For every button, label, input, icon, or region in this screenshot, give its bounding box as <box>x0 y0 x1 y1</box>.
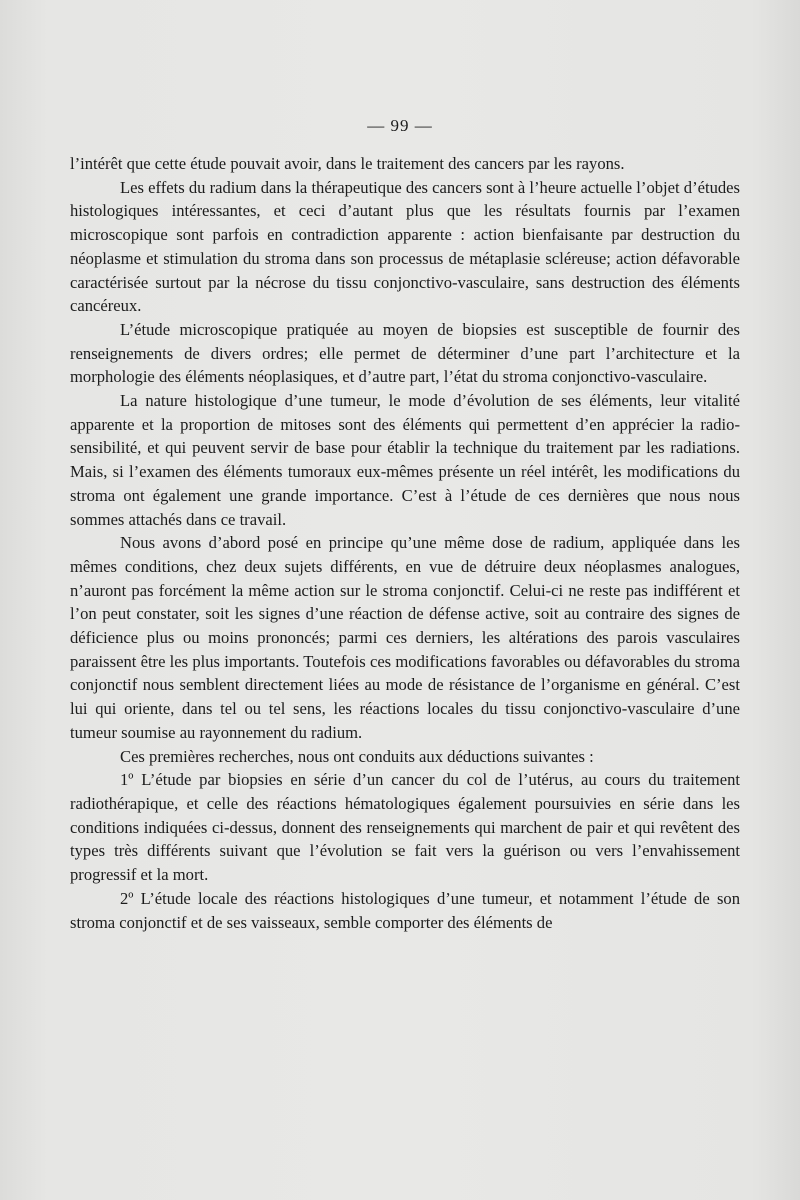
body-text <box>70 152 740 934</box>
paragraph: L’étude microscopique pratiquée au moyen de biopsies est susceptible de fournir des renseignements de divers ordres; elle permet de déterminer d’une part l’architecture et la morphologie des éléments néoplasiques, et d’autre part, l’état du stroma conjonctivo-vasculaire. <box>70 319 740 387</box>
paragraph-list-item-1: 1º L’étude par biopsies en série d’un cancer du col de l’utérus, au cours du traitement radiothérapique, et celle des réactions hématologiques également poursuivies en série dans les conditions indiquées ci-dessus, donnent des renseignements qui marchent de pair et qui revêtent des types très différents suivant que l’évolution se fait vers la guérison ou vers l’envahissement progressif et la mort. <box>70 770 740 885</box>
paragraph: Ces premières recherches, nous ont conduits aux déductions suivantes : <box>120 746 594 766</box>
paragraph-list-item-2: 2º L’étude locale des réactions histologiques d’une tumeur, et notamment l’étude de son stroma conjonctif et de ses vaisseaux, semble comporter des éléments de <box>70 888 740 932</box>
paragraph-continuation: l’intérêt que cette étude pouvait avoir, dans le traitement des cancers par les rayons. <box>70 154 625 173</box>
paragraph: Les effets du radium dans la thérapeutique des cancers sont à l’heure actuelle l’objet d’études histologiques intéressantes, et ceci d’autant plus que les résultats fournis par l’examen microscopique sont parfois en contradiction apparente : action bienfaisante par destruction du néoplasme et stimulation du stroma dans son processus de métaplasie scléreuse; action défavorable caractérisée surtout par la nécrose du tissu conjonctivo-vasculaire, sans destruction des éléments cancéreux. <box>70 177 740 316</box>
paragraph: La nature histologique d’une tumeur, le mode d’évolution de ses éléments, leur vitalité apparente et la proportion de mitoses sont des éléments qui permettent d’en apprécier la radio-sensibilité, et qui peuvent servir de base pour établir la technique du traitement par les radiations. Mais, si l’examen des éléments tumoraux eux-mêmes présente un réel intérêt, les modifications du stroma ont également une grande importance. C’est à l’étude de ces dernières que nous nous sommes attachés dans ce travail. <box>70 391 740 529</box>
page-number: — 99 — <box>367 116 433 135</box>
paragraph: Nous avons d’abord posé en principe qu’une même dose de radium, appliquée dans les mêmes conditions, chez deux sujets différents, en vue de détruire deux néoplasmes analogues, n’auront pas forcément la même action sur le stroma conjonctif. Celui-ci ne reste pas indifférent et l’on peut constater, soit les signes d’une réaction de défense active, soit au contraire des signes de déficience plus ou moins prononcés; parmi ces derniers, les altérations des parois vasculaires paraissent être les plus importants. Toutefois ces modifications favorables ou défavorables du stroma conjonctif nous semblent directement liées au mode de résistance de l’organisme en général. C’est lui qui oriente, dans tel ou tel sens, les réactions locales du tissu conjonctivo-vasculaire d’une tumeur soumise au rayonnement du radium. <box>70 533 740 742</box>
